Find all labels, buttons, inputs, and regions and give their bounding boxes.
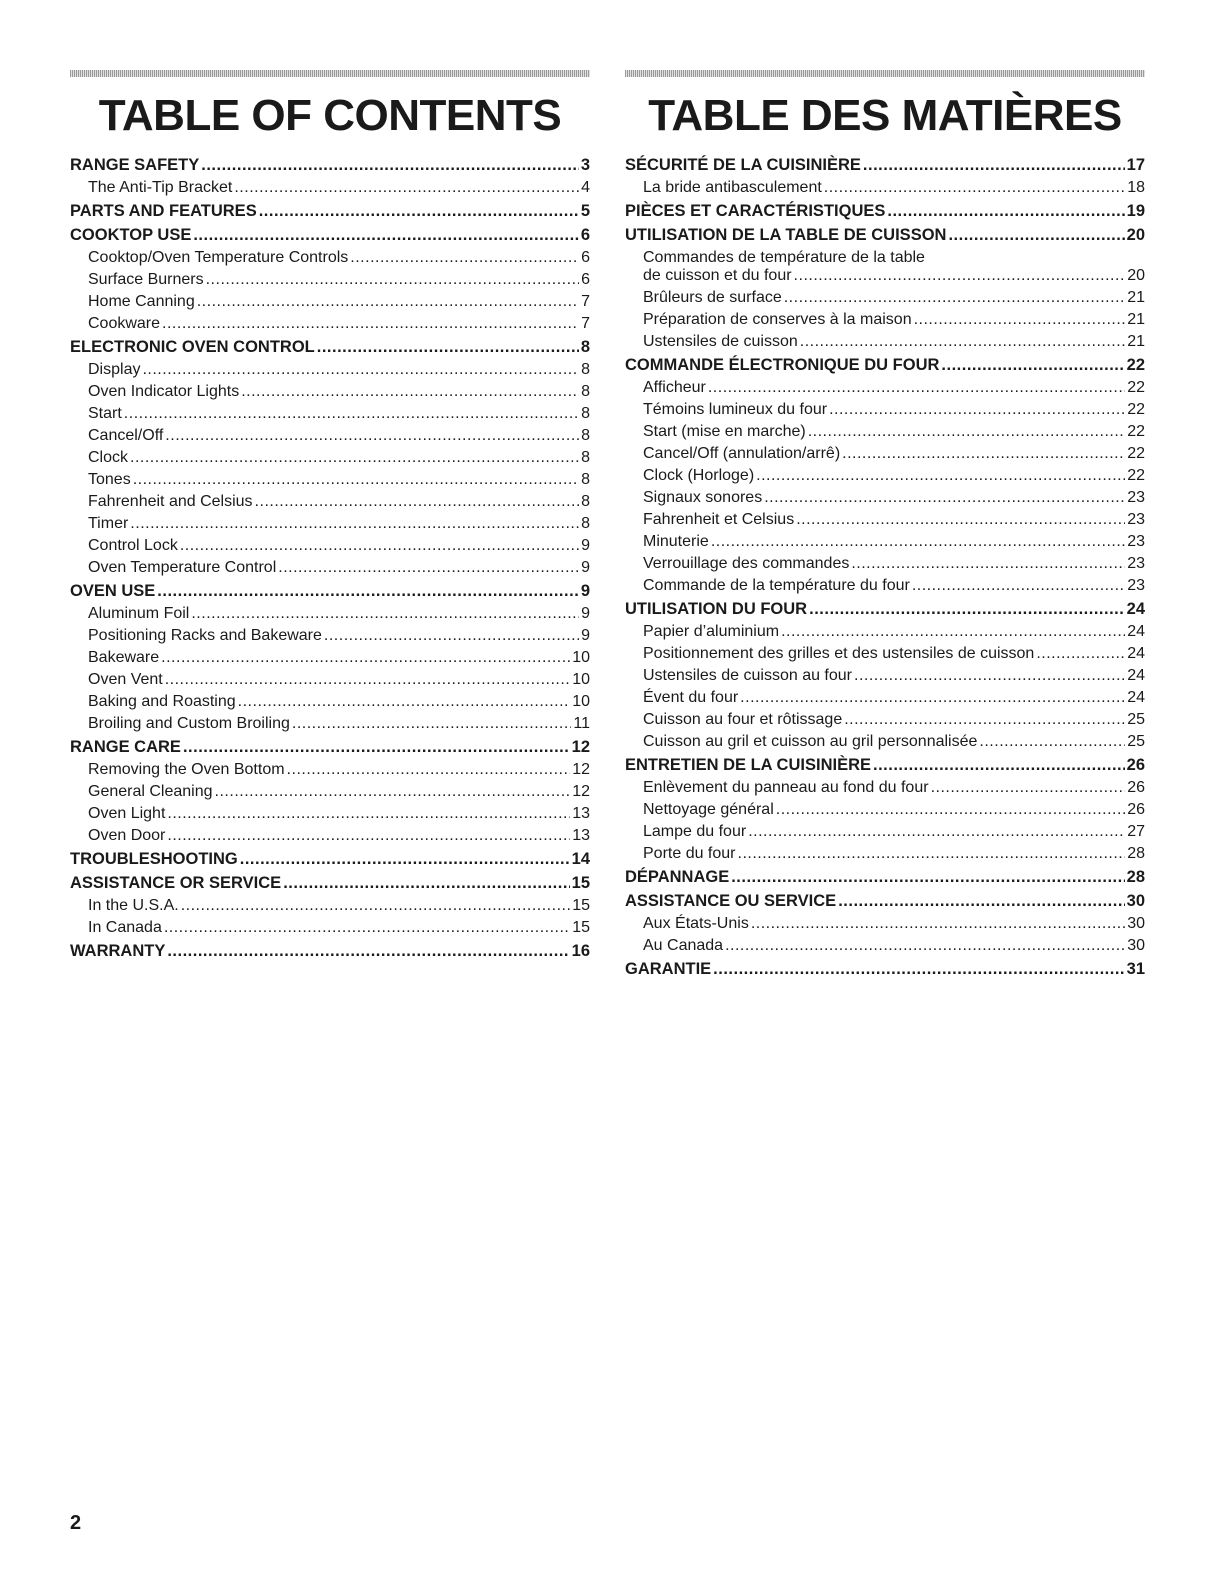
toc-subsection-entry (625, 531, 1145, 553)
toc-entry-label: Papier d’aluminium (643, 623, 780, 640)
toc-subsection-entry (625, 709, 1145, 731)
toc-section-entry (70, 336, 590, 359)
dot-leader (781, 621, 1125, 643)
toc-column-french (625, 70, 1145, 981)
toc-entry-label: Surface Burners (88, 271, 204, 288)
dot-leader (854, 665, 1125, 687)
toc-entry-label: Au Canada (643, 937, 724, 954)
toc-subsection-entry (625, 913, 1145, 935)
toc-page-number: 22 (1126, 356, 1145, 374)
toc-page-number: 31 (1126, 960, 1145, 978)
dot-leader (809, 598, 1125, 621)
toc-entry-label: Enlèvement du panneau au fond du four (643, 779, 929, 796)
toc-section-entry (625, 354, 1145, 377)
dot-leader (851, 553, 1125, 575)
dot-leader (259, 200, 579, 223)
toc-page-number: 8 (581, 493, 590, 510)
toc-page-number: 10 (572, 671, 590, 688)
dot-leader (756, 465, 1125, 487)
toc-subsection-entry (625, 665, 1145, 687)
toc-page-number: 22 (1127, 467, 1145, 484)
dot-leader (157, 580, 579, 603)
toc-page-number: 9 (581, 627, 590, 644)
toc-page-number: 15 (572, 919, 590, 936)
toc-page-number: 4 (581, 179, 590, 196)
dot-leader (240, 848, 570, 871)
toc-page-number: 5 (580, 202, 590, 220)
toc-section-entry (70, 224, 590, 247)
toc-subsection-entry (70, 269, 590, 291)
dot-leader (796, 509, 1125, 531)
toc-page-number: 26 (1126, 756, 1145, 774)
toc-subsection-entry (70, 469, 590, 491)
toc-page-number: 30 (1127, 915, 1145, 932)
toc-entry-label: TROUBLESHOOTING (70, 850, 238, 868)
toc-entry-label: Évent du four (643, 689, 739, 706)
dot-leader (183, 736, 570, 759)
toc-entry-label: Préparation de conserves à la maison (643, 311, 912, 328)
toc-section-entry (625, 224, 1145, 247)
toc-entry-label: Brûleurs de surface (643, 289, 782, 306)
toc-subsection-entry (70, 781, 590, 803)
dot-leader (794, 265, 1126, 287)
toc-subsection-entry (625, 331, 1145, 353)
dot-leader (873, 754, 1125, 777)
toc-page-number: 17 (1126, 156, 1145, 174)
dot-leader (808, 421, 1125, 443)
toc-page-number: 6 (581, 271, 590, 288)
dot-leader (711, 531, 1125, 553)
toc-entry-label: Cooktop/Oven Temperature Controls (88, 249, 349, 266)
toc-subsection-entry (70, 669, 590, 691)
toc-entry-label: Clock (88, 449, 129, 466)
toc-entry-label: Broiling and Custom Broiling (88, 715, 290, 732)
toc-entry-label: Oven Door (88, 827, 166, 844)
toc-entry-label: Verrouillage des commandes (643, 555, 850, 572)
toc-subsection-entry (625, 287, 1145, 309)
dot-leader (324, 625, 579, 647)
toc-subsection-entry (70, 691, 590, 713)
toc-entry-label: Commande de la température du four (643, 577, 910, 594)
dot-leader (838, 890, 1124, 913)
toc-page-number: 8 (581, 405, 590, 422)
dot-leader (165, 669, 570, 691)
toc-entry-label: Fahrenheit et Celsius (643, 511, 795, 528)
toc-section-entry (625, 200, 1145, 223)
toc-entry-label: La bride antibasculement (643, 179, 822, 196)
toc-page-number: 22 (1127, 401, 1145, 418)
toc-subsection-entry (625, 465, 1145, 487)
toc-subsection-entry (70, 759, 590, 781)
toc-subsection-entry (70, 895, 590, 917)
toc-entry-label: In Canada (88, 919, 162, 936)
dot-leader (238, 691, 571, 713)
toc-entry-label: Cancel/Off (annulation/arrê) (643, 445, 841, 462)
toc-subsection-entry (625, 421, 1145, 443)
dot-leader (191, 603, 579, 625)
toc-page-number: 15 (572, 897, 590, 914)
toc-page-number: 23 (1127, 577, 1145, 594)
toc-entry-label: Cookware (88, 315, 161, 332)
toc-section-entry (625, 890, 1145, 913)
toc-page-number: 25 (1127, 733, 1145, 750)
dot-leader (887, 200, 1124, 223)
page-number: 2 (70, 1512, 82, 1534)
toc-page-number: 8 (581, 449, 590, 466)
toc-section-entry (625, 154, 1145, 177)
toc-entry-label: SÉCURITÉ DE LA CUISINIÈRE (625, 156, 861, 174)
toc-page-number: 24 (1127, 623, 1145, 640)
toc-entry-label: Fahrenheit and Celsius (88, 493, 253, 510)
dot-leader (278, 557, 579, 579)
toc-entry-label: PIÈCES ET CARACTÉRISTIQUES (625, 202, 886, 220)
toc-subsection-entry (625, 799, 1145, 821)
toc-page-number: 18 (1127, 179, 1145, 196)
toc-subsection-entry (70, 447, 590, 469)
toc-page-number: 21 (1127, 311, 1145, 328)
dot-leader (255, 491, 580, 513)
toc-subsection-entry (70, 177, 590, 199)
toc-entry-label: In the U.S.A. (88, 897, 179, 914)
toc-subsection-entry (625, 177, 1145, 199)
toc-page-number: 7 (581, 293, 590, 310)
dot-leader (713, 958, 1124, 981)
toc-list (70, 154, 590, 963)
toc-page-number: 8 (581, 383, 590, 400)
toc-title: TABLE OF CONTENTS (98, 91, 562, 140)
toc-section-entry (70, 872, 590, 895)
toc-page-number: 9 (580, 582, 590, 600)
header-rule (70, 70, 590, 77)
dot-leader (912, 575, 1125, 597)
toc-entry-label: de cuisson et du four (643, 267, 792, 284)
toc-page-number: 12 (572, 783, 590, 800)
toc-entry-label: RANGE CARE (70, 738, 181, 756)
toc-section-entry (70, 940, 590, 963)
dot-leader (844, 709, 1125, 731)
dot-leader (164, 917, 570, 939)
toc-list-french (625, 154, 1145, 981)
toc-entry-label: UTILISATION DE LA TABLE DE CUISSON (625, 226, 947, 244)
toc-page-number: 26 (1127, 779, 1145, 796)
toc-entry-label: Oven Light (88, 805, 166, 822)
toc-page-number: 6 (580, 226, 590, 244)
toc-entry-label: Display (88, 361, 141, 378)
dot-leader (751, 913, 1125, 935)
toc-page-number: 26 (1127, 801, 1145, 818)
dot-leader (764, 487, 1125, 509)
toc-page-number: 8 (581, 471, 590, 488)
toc-page-number: 21 (1127, 333, 1145, 350)
dot-leader (842, 443, 1125, 465)
dot-leader (979, 731, 1125, 753)
dot-leader (948, 224, 1124, 247)
toc-page-number: 6 (581, 249, 590, 266)
dot-leader (738, 843, 1126, 865)
toc-page-number: 20 (1127, 267, 1145, 284)
toc-page-number: 9 (581, 537, 590, 554)
dot-leader (287, 759, 571, 781)
toc-page-number: 21 (1127, 289, 1145, 306)
dot-leader (776, 799, 1125, 821)
toc-entry-label: COOKTOP USE (70, 226, 192, 244)
toc-page-number: 10 (572, 649, 590, 666)
toc-section-entry (70, 736, 590, 759)
toc-page-number: 23 (1127, 533, 1145, 550)
toc-page-number: 9 (581, 605, 590, 622)
toc-entry-label: Aux États-Unis (643, 915, 749, 932)
toc-subsection-entry (70, 535, 590, 557)
toc-page-number: 13 (572, 805, 590, 822)
dot-leader (350, 247, 579, 269)
toc-entry-label: Oven Temperature Control (88, 559, 277, 576)
toc-entry-label: DÉPANNAGE (625, 868, 730, 886)
toc-entry-label: OVEN USE (70, 582, 156, 600)
toc-page-number: 22 (1127, 423, 1145, 440)
toc-page-number: 24 (1126, 600, 1145, 618)
toc-entry-label: Start (mise en marche) (643, 423, 806, 440)
dot-leader (193, 224, 578, 247)
toc-subsection-entry (625, 377, 1145, 399)
toc-subsection-entry (625, 399, 1145, 421)
toc-page-number: 28 (1127, 845, 1145, 862)
dot-leader (283, 872, 569, 895)
toc-section-entry (625, 958, 1145, 981)
toc-subsection-entry (625, 487, 1145, 509)
toc-page-number: 3 (580, 156, 590, 174)
toc-subsection-entry (625, 443, 1145, 465)
dot-leader (784, 287, 1125, 309)
toc-subsection-entry (625, 247, 1145, 265)
toc-section-entry (70, 200, 590, 223)
toc-entry-label: Removing the Oven Bottom (88, 761, 285, 778)
toc-entry-label: Ustensiles de cuisson au four (643, 667, 852, 684)
toc-subsection-entry (70, 513, 590, 535)
toc-entry-label: Lampe du four (643, 823, 747, 840)
dot-leader (167, 940, 569, 963)
toc-subsection-entry (70, 381, 590, 403)
dot-leader (162, 313, 579, 335)
toc-page-number: 8 (581, 515, 590, 532)
toc-subsection-entry (70, 403, 590, 425)
toc-page-number: 10 (572, 693, 590, 710)
toc-page-number: 9 (581, 559, 590, 576)
toc-entry-label: Afficheur (643, 379, 706, 396)
toc-subsection-entry (625, 509, 1145, 531)
toc-entry-label: Tones (88, 471, 131, 488)
dot-leader (167, 825, 570, 847)
dot-leader (197, 291, 579, 313)
dot-leader (201, 154, 579, 177)
toc-page-number: 23 (1127, 489, 1145, 506)
dot-leader (181, 895, 570, 917)
dot-leader (941, 354, 1124, 377)
toc-subsection-entry (70, 647, 590, 669)
toc-page-number: 7 (581, 315, 590, 332)
dot-leader (931, 777, 1126, 799)
toc-entry-label: ASSISTANCE OR SERVICE (70, 874, 282, 892)
toc-subsection-entry (625, 575, 1145, 597)
toc-subsection-entry (70, 291, 590, 313)
toc-entry-label: Signaux sonores (643, 489, 763, 506)
toc-section-entry (625, 598, 1145, 621)
toc-subsection-entry (70, 803, 590, 825)
toc-page-number: 25 (1127, 711, 1145, 728)
toc-page-number: 19 (1126, 202, 1145, 220)
toc-subsection-entry (625, 643, 1145, 665)
toc-page-number: 23 (1127, 555, 1145, 572)
toc-subsection-entry (625, 843, 1145, 865)
toc-entry-label: Timer (88, 515, 129, 532)
toc-subsection-entry (625, 621, 1145, 643)
toc-column-english (70, 70, 590, 963)
toc-page-number: 30 (1127, 937, 1145, 954)
toc-entry-label: The Anti-Tip Bracket (88, 179, 233, 196)
toc-section-entry (70, 154, 590, 177)
toc-title-french: TABLE DES MATIÈRES (648, 91, 1122, 140)
dot-leader (740, 687, 1125, 709)
dot-leader (241, 381, 579, 403)
dot-leader (142, 359, 579, 381)
toc-subsection-entry (70, 713, 590, 735)
dot-leader (317, 336, 579, 359)
toc-entry-label: Aluminum Foil (88, 605, 190, 622)
dot-leader (914, 309, 1126, 331)
toc-entry-label: Nettoyage général (643, 801, 774, 818)
toc-entry-label: Minuterie (643, 533, 709, 550)
toc-entry-label: GARANTIE (625, 960, 712, 978)
toc-subsection-entry (70, 491, 590, 513)
toc-page-number: 30 (1126, 892, 1145, 910)
toc-section-entry (625, 866, 1145, 889)
dot-leader (725, 935, 1125, 957)
toc-subsection-entry (70, 825, 590, 847)
toc-entry-label: Oven Indicator Lights (88, 383, 240, 400)
toc-entry-label: Clock (Horloge) (643, 467, 755, 484)
toc-page-number: 16 (571, 942, 590, 960)
dot-leader (731, 866, 1124, 889)
toc-subsection-entry (625, 265, 1145, 287)
toc-entry-label: Commandes de température de la table (643, 249, 925, 266)
toc-subsection-entry (625, 309, 1145, 331)
dot-leader (1036, 643, 1125, 665)
dot-leader (130, 513, 579, 535)
toc-subsection-entry (70, 425, 590, 447)
dot-leader (124, 403, 579, 425)
dot-leader (165, 425, 579, 447)
toc-page-number: 24 (1127, 667, 1145, 684)
toc-entry-label: UTILISATION DU FOUR (625, 600, 808, 618)
header-rule (625, 70, 1145, 77)
toc-subsection-entry (625, 777, 1145, 799)
toc-page-number: 12 (572, 761, 590, 778)
dot-leader (292, 713, 572, 735)
toc-subsection-entry (70, 247, 590, 269)
toc-page-number: 22 (1127, 445, 1145, 462)
toc-page-number: 23 (1127, 511, 1145, 528)
dot-leader (829, 399, 1125, 421)
toc-section-entry (70, 580, 590, 603)
toc-subsection-entry (70, 557, 590, 579)
dot-leader (130, 447, 579, 469)
toc-entry-label: Cuisson au gril et cuisson au gril personnalisée (643, 733, 978, 750)
toc-page-number: 24 (1127, 689, 1145, 706)
toc-page-number: 22 (1127, 379, 1145, 396)
toc-page-number: 8 (581, 427, 590, 444)
toc-entry-label: Bakeware (88, 649, 160, 666)
toc-page-number: 27 (1127, 823, 1145, 840)
dot-leader (206, 269, 579, 291)
toc-section-entry (625, 754, 1145, 777)
toc-subsection-entry (625, 821, 1145, 843)
toc-subsection-entry (625, 553, 1145, 575)
toc-page-number: 12 (571, 738, 590, 756)
toc-entry-label: COMMANDE ÉLECTRONIQUE DU FOUR (625, 356, 940, 374)
toc-page-number: 11 (573, 715, 590, 732)
toc-entry-label: Home Canning (88, 293, 195, 310)
toc-entry-label: Cancel/Off (88, 427, 164, 444)
toc-entry-label: Cuisson au four et rôtissage (643, 711, 843, 728)
toc-page-number: 15 (571, 874, 590, 892)
toc-entry-label: ELECTRONIC OVEN CONTROL (70, 338, 315, 356)
toc-page-number: 8 (580, 338, 590, 356)
dot-leader (161, 647, 570, 669)
dot-leader (133, 469, 579, 491)
dot-leader (215, 781, 571, 803)
toc-entry-label: Témoins lumineux du four (643, 401, 828, 418)
dot-leader (824, 177, 1125, 199)
toc-entry-label: General Cleaning (88, 783, 213, 800)
toc-page-number: 20 (1126, 226, 1145, 244)
toc-page-number: 14 (571, 850, 590, 868)
toc-entry-label: Porte du four (643, 845, 736, 862)
toc-section-entry (70, 848, 590, 871)
toc-subsection-entry (625, 935, 1145, 957)
toc-subsection-entry (70, 603, 590, 625)
toc-entry-label: Start (88, 405, 122, 422)
toc-entry-label: WARRANTY (70, 942, 166, 960)
toc-entry-label: Ustensiles de cuisson (643, 333, 798, 350)
dot-leader (234, 177, 579, 199)
toc-page-number: 13 (572, 827, 590, 844)
dot-leader (863, 154, 1125, 177)
toc-page-number: 8 (581, 361, 590, 378)
toc-page-number: 24 (1127, 645, 1145, 662)
toc-subsection-entry (70, 917, 590, 939)
toc-entry-label: RANGE SAFETY (70, 156, 200, 174)
toc-subsection-entry (625, 687, 1145, 709)
dot-leader (708, 377, 1125, 399)
dot-leader (180, 535, 579, 557)
toc-entry-label: Control Lock (88, 537, 178, 554)
toc-subsection-entry (625, 731, 1145, 753)
toc-entry-label: ASSISTANCE OU SERVICE (625, 892, 837, 910)
toc-subsection-entry (70, 625, 590, 647)
toc-page-number: 28 (1126, 868, 1145, 886)
toc-subsection-entry (70, 313, 590, 335)
toc-entry-label: Oven Vent (88, 671, 163, 688)
toc-entry-label: ENTRETIEN DE LA CUISINIÈRE (625, 756, 871, 774)
toc-entry-label: PARTS AND FEATURES (70, 202, 257, 220)
dot-leader (167, 803, 570, 825)
toc-entry-label: Positioning Racks and Bakeware (88, 627, 322, 644)
dot-leader (748, 821, 1125, 843)
dot-leader (800, 331, 1125, 353)
toc-entry-label: Positionnement des grilles et des ustensiles de cuisson (643, 645, 1035, 662)
toc-subsection-entry (70, 359, 590, 381)
toc-entry-label: Baking and Roasting (88, 693, 236, 710)
